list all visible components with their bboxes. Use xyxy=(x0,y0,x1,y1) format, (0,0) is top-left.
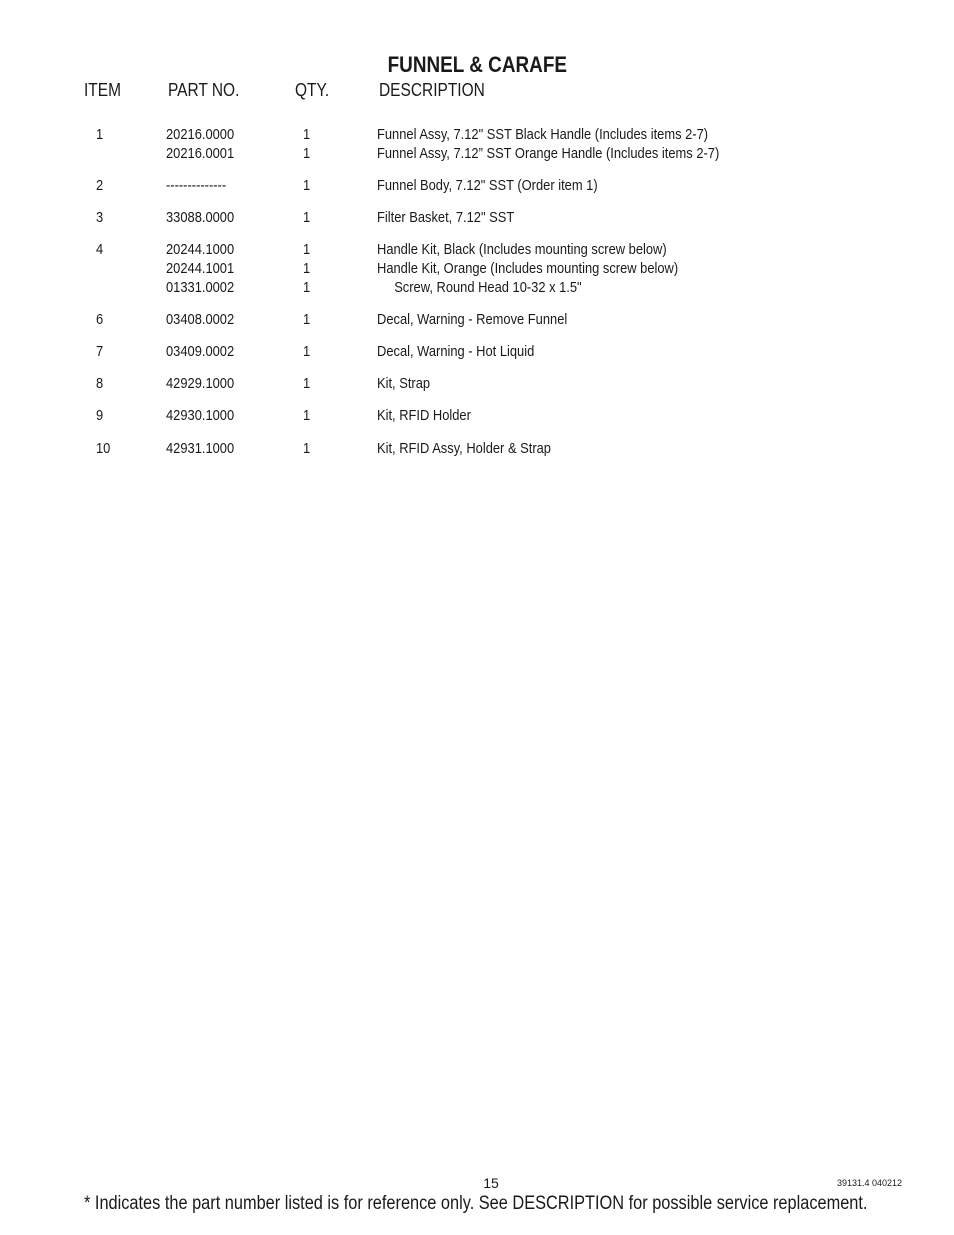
description: Filter Basket, 7.12" SST xyxy=(377,209,515,226)
quantity: 1 xyxy=(303,440,311,457)
description: Funnel Assy, 7.12” SST Orange Handle (Includes items 2-7) xyxy=(377,145,720,162)
description: Screw, Round Head 10-32 x 1.5" xyxy=(394,279,582,296)
item-number: 4 xyxy=(96,241,104,258)
page-title: FUNNEL & CARAFE xyxy=(387,52,567,77)
description: Handle Kit, Orange (Includes mounting screw below) xyxy=(377,260,679,277)
item-number: 8 xyxy=(96,375,104,392)
part-number: 42931.1000 xyxy=(166,440,235,457)
part-number: 01331.0002 xyxy=(166,279,235,296)
part-number: 20216.0001 xyxy=(166,145,235,162)
footnote: * Indicates the part number listed is for reference only. See DESCRIPTION for possible service replacement. xyxy=(84,1193,868,1214)
quantity: 1 xyxy=(303,145,311,162)
item-number: 3 xyxy=(96,209,104,226)
part-number: 20216.0000 xyxy=(166,126,235,143)
quantity: 1 xyxy=(303,375,311,392)
part-number: 20244.1001 xyxy=(166,260,235,277)
header-item: ITEM xyxy=(84,80,121,100)
item-number: 1 xyxy=(96,126,104,143)
part-number: 33088.0000 xyxy=(166,209,235,226)
description: Funnel Body, 7.12" SST (Order item 1) xyxy=(377,177,598,194)
part-number: -------------- xyxy=(166,177,227,194)
part-number: 03408.0002 xyxy=(166,311,235,328)
item-number: 9 xyxy=(96,407,104,424)
quantity: 1 xyxy=(303,177,311,194)
quantity: 1 xyxy=(303,209,311,226)
description: Funnel Assy, 7.12" SST Black Handle (Includes items 2-7) xyxy=(377,126,709,143)
quantity: 1 xyxy=(303,279,311,296)
quantity: 1 xyxy=(303,260,311,277)
quantity: 1 xyxy=(303,311,311,328)
page-number: 15 xyxy=(483,1175,499,1191)
item-number: 2 xyxy=(96,177,104,194)
header-qty: QTY. xyxy=(295,80,330,100)
header-description: DESCRIPTION xyxy=(379,80,485,100)
description: Kit, Strap xyxy=(377,375,431,392)
header-part-no: PART NO. xyxy=(168,80,240,100)
description: Handle Kit, Black (Includes mounting screw below) xyxy=(377,241,667,258)
quantity: 1 xyxy=(303,343,311,360)
part-number: 20244.1000 xyxy=(166,241,235,258)
part-number: 42930.1000 xyxy=(166,407,235,424)
item-number: 6 xyxy=(96,311,104,328)
description: Kit, RFID Assy, Holder & Strap xyxy=(377,440,551,457)
part-number: 03409.0002 xyxy=(166,343,235,360)
part-number: 42929.1000 xyxy=(166,375,235,392)
quantity: 1 xyxy=(303,126,311,143)
quantity: 1 xyxy=(303,407,311,424)
description: Kit, RFID Holder xyxy=(377,407,471,424)
quantity: 1 xyxy=(303,241,311,258)
item-number: 10 xyxy=(96,440,111,457)
item-number: 7 xyxy=(96,343,104,360)
description: Decal, Warning - Remove Funnel xyxy=(377,311,568,328)
document-code: 39131.4 040212 xyxy=(837,1178,903,1188)
description: Decal, Warning - Hot Liquid xyxy=(377,343,535,360)
